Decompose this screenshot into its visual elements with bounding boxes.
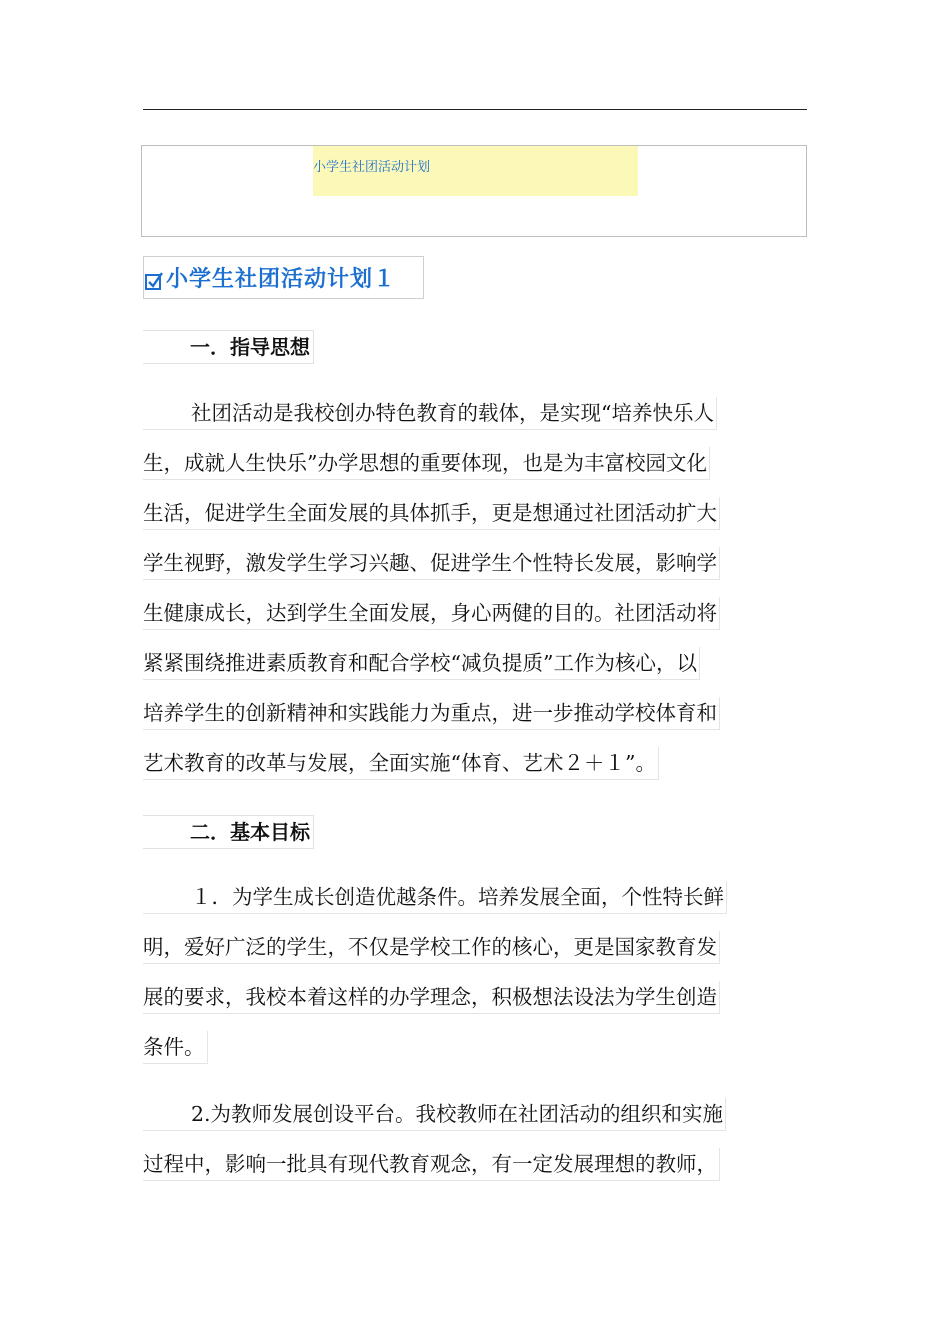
- section-heading: 二．基本目标: [143, 815, 314, 849]
- document-title-text: 小学生社团活动计划１: [166, 267, 397, 292]
- paragraph-line: 生健康成长，达到学生全面发展，身心两健的目的。社团活动将: [143, 588, 823, 638]
- paragraph-line: 条件。: [143, 1022, 823, 1072]
- document-title: [143, 256, 424, 299]
- header-rule: [143, 109, 807, 110]
- paragraph-line: 过程中，影响一批具有现代教育观念，有一定发展理想的教师，: [143, 1139, 823, 1189]
- checkbox-icon: [145, 272, 163, 290]
- paragraph-line: 社团活动是我校创办特色教育的载体，是实现“培养快乐人: [143, 388, 823, 438]
- paragraph-line: 学生视野，激发学生学习兴趣、促进学生个性特长发展，影响学: [143, 538, 823, 588]
- toc-link-plan[interactable]: 小学生社团活动计划: [313, 160, 431, 175]
- paragraph-line: 生活，促进学生全面发展的具体抓手，更是想通过社团活动扩大: [143, 488, 823, 538]
- paragraph-line: 艺术教育的改革与发展，全面实施“体育、艺术２＋１”。: [143, 738, 823, 788]
- paragraph-line: 生，成就人生快乐”办学思想的重要体现，也是为丰富校园文化: [143, 438, 823, 488]
- paragraph: [143, 872, 823, 1072]
- paragraph-line: 展的要求，我校本着这样的办学理念，积极想法设法为学生创造: [143, 972, 823, 1022]
- table-of-contents: [141, 145, 807, 237]
- paragraph-line: 培养学生的创新精神和实践能力为重点，进一步推动学校体育和: [143, 688, 823, 738]
- paragraph-line: 明，爱好广泛的学生，不仅是学校工作的核心，更是国家教育发: [143, 922, 823, 972]
- paragraph-line: 紧紧围绕推进素质教育和配合学校“减负提质”工作为核心，以: [143, 638, 823, 688]
- paragraph-line: １．为学生成长创造优越条件。培养发展全面，个性特长鲜: [143, 872, 823, 922]
- paragraph-line: 2.为教师发展创设平台。我校教师在社团活动的组织和实施: [143, 1089, 823, 1139]
- paragraph: [143, 388, 823, 788]
- section-heading: 一．指导思想: [143, 330, 314, 364]
- paragraph: [143, 1089, 823, 1189]
